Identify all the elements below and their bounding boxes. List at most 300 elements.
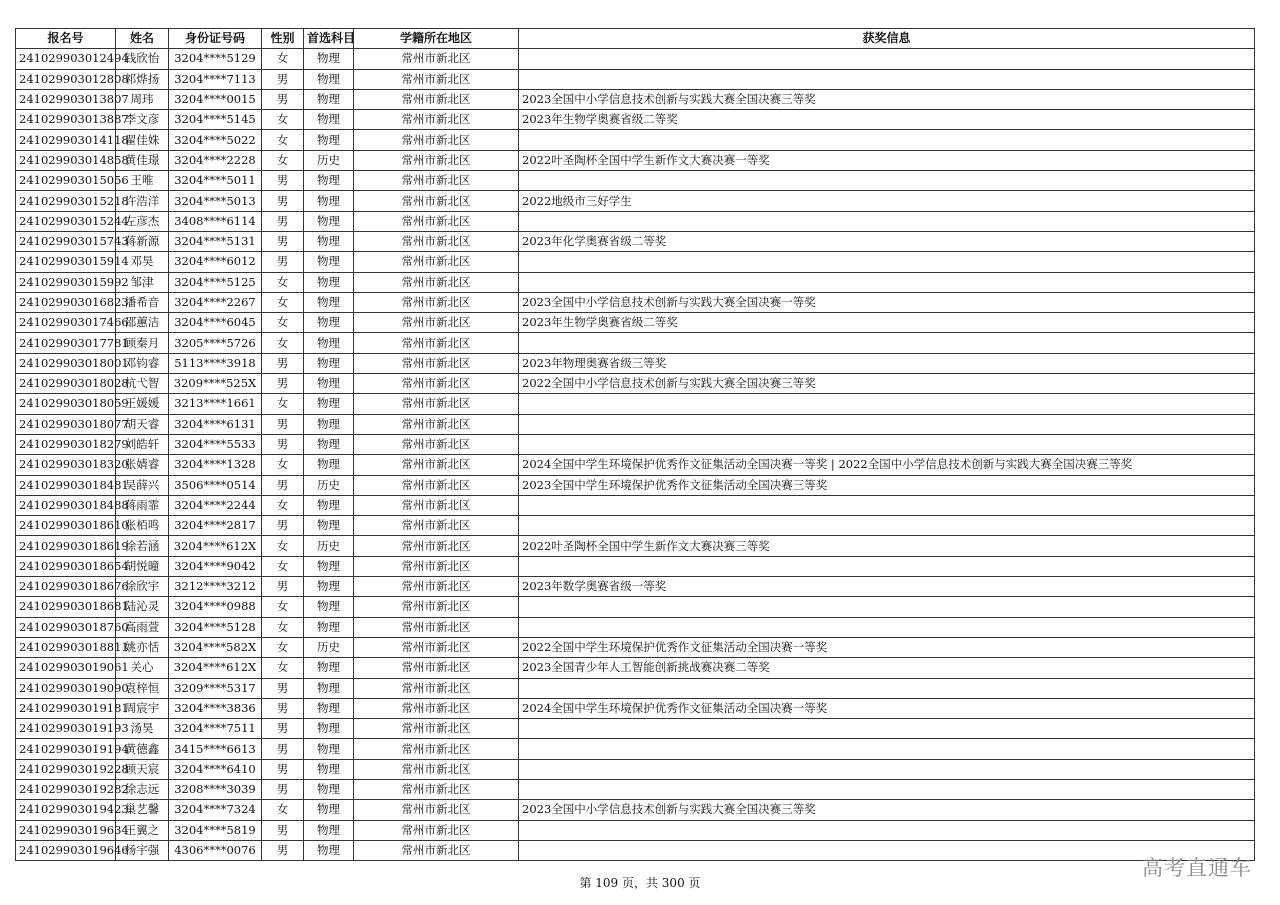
cell-region: 常州市新北区	[354, 191, 519, 211]
cell-subject: 物理	[304, 211, 354, 231]
cell-award: 2023全国中学生环境保护优秀作文征集活动全国决赛三等奖	[519, 475, 1255, 495]
cell-idcard: 3204****6410	[169, 759, 262, 779]
cell-id: 241029903018610	[16, 516, 116, 536]
cell-idcard: 3204****5011	[169, 171, 262, 191]
cell-gender: 男	[262, 779, 304, 799]
cell-gender: 男	[262, 840, 304, 860]
table-row	[16, 110, 1255, 130]
cell-name: 潘希音	[116, 292, 169, 312]
cell-subject: 物理	[304, 516, 354, 536]
cell-idcard: 3506****0514	[169, 475, 262, 495]
cell-gender: 女	[262, 292, 304, 312]
table-row	[16, 394, 1255, 414]
cell-region: 常州市新北区	[354, 637, 519, 657]
cell-name: 黄佳璟	[116, 150, 169, 170]
table-row	[16, 434, 1255, 454]
cell-idcard: 3204****5125	[169, 272, 262, 292]
cell-idcard: 3204****5128	[169, 617, 262, 637]
cell-id: 241029903018077	[16, 414, 116, 434]
cell-subject: 物理	[304, 333, 354, 353]
cell-id: 241029903019193	[16, 719, 116, 739]
cell-region: 常州市新北区	[354, 434, 519, 454]
cell-name: 高雨萱	[116, 617, 169, 637]
cell-id: 241029903015244	[16, 211, 116, 231]
table-row	[16, 840, 1255, 860]
cell-name: 袁梓恒	[116, 678, 169, 698]
cell-award	[519, 556, 1255, 576]
cell-id: 241029903019282	[16, 779, 116, 799]
cell-id: 241029903019646	[16, 840, 116, 860]
cell-gender: 女	[262, 110, 304, 130]
cell-idcard: 3205****5726	[169, 333, 262, 353]
cell-award	[519, 211, 1255, 231]
cell-idcard: 3204****2817	[169, 516, 262, 536]
table-row	[16, 617, 1255, 637]
cell-idcard: 3204****3836	[169, 698, 262, 718]
cell-award: 2024全国中学生环境保护优秀作文征集活动全国决赛一等奖	[519, 698, 1255, 718]
header-id: 报名号	[16, 29, 116, 49]
table-row	[16, 313, 1255, 333]
cell-region: 常州市新北区	[354, 658, 519, 678]
cell-award: 2023年生物学奥赛省级二等奖	[519, 313, 1255, 333]
cell-subject: 物理	[304, 495, 354, 515]
cell-award: 2022全国中小学信息技术创新与实践大赛全国决赛三等奖	[519, 374, 1255, 394]
cell-region: 常州市新北区	[354, 89, 519, 109]
table-row	[16, 353, 1255, 373]
cell-gender: 女	[262, 637, 304, 657]
header-award: 获奖信息	[519, 29, 1255, 49]
cell-gender: 女	[262, 272, 304, 292]
cell-subject: 物理	[304, 191, 354, 211]
cell-id: 241029903015743	[16, 231, 116, 251]
cell-id: 241029903018001	[16, 353, 116, 373]
cell-idcard: 3208****3039	[169, 779, 262, 799]
cell-name: 巢艺馨	[116, 800, 169, 820]
cell-id: 241029903019194	[16, 739, 116, 759]
cell-idcard: 3204****6131	[169, 414, 262, 434]
cell-name: 杭弋智	[116, 374, 169, 394]
cell-subject: 物理	[304, 374, 354, 394]
cell-gender: 男	[262, 414, 304, 434]
cell-subject: 物理	[304, 272, 354, 292]
cell-idcard: 3212****3212	[169, 577, 262, 597]
table-row	[16, 150, 1255, 170]
cell-gender: 男	[262, 171, 304, 191]
cell-id: 241029903015992	[16, 272, 116, 292]
table-row	[16, 414, 1255, 434]
table-row	[16, 171, 1255, 191]
cell-award	[519, 820, 1255, 840]
cell-idcard: 3204****5533	[169, 434, 262, 454]
cell-idcard: 3408****6114	[169, 211, 262, 231]
table-row	[16, 333, 1255, 353]
cell-name: 张婧睿	[116, 455, 169, 475]
cell-name: 张栢鸣	[116, 516, 169, 536]
cell-region: 常州市新北区	[354, 231, 519, 251]
cell-id: 241029903018320	[16, 455, 116, 475]
cell-subject: 历史	[304, 475, 354, 495]
header-gender: 性别	[262, 29, 304, 49]
cell-id: 241029903018654	[16, 556, 116, 576]
table-row	[16, 678, 1255, 698]
cell-id: 241029903018481	[16, 475, 116, 495]
cell-id: 241029903019228	[16, 759, 116, 779]
header-region: 学籍所在地区	[354, 29, 519, 49]
cell-subject: 物理	[304, 130, 354, 150]
cell-subject: 物理	[304, 678, 354, 698]
cell-region: 常州市新北区	[354, 475, 519, 495]
cell-award	[519, 272, 1255, 292]
cell-region: 常州市新北区	[354, 739, 519, 759]
cell-subject: 历史	[304, 637, 354, 657]
cell-gender: 男	[262, 577, 304, 597]
cell-gender: 男	[262, 191, 304, 211]
cell-region: 常州市新北区	[354, 536, 519, 556]
cell-gender: 女	[262, 394, 304, 414]
table-row	[16, 49, 1255, 69]
cell-id: 241029903018676	[16, 577, 116, 597]
header-subject: 首选科目	[304, 29, 354, 49]
cell-idcard: 3204****2267	[169, 292, 262, 312]
table-row	[16, 536, 1255, 556]
cell-idcard: 3204****582X	[169, 637, 262, 657]
cell-id: 241029903016823	[16, 292, 116, 312]
cell-name: 胡悦曈	[116, 556, 169, 576]
cell-name: 王媛媛	[116, 394, 169, 414]
cell-gender: 男	[262, 516, 304, 536]
cell-idcard: 3204****7324	[169, 800, 262, 820]
cell-subject: 物理	[304, 597, 354, 617]
cell-subject: 物理	[304, 577, 354, 597]
cell-subject: 物理	[304, 719, 354, 739]
cell-gender: 女	[262, 313, 304, 333]
cell-award	[519, 739, 1255, 759]
cell-gender: 男	[262, 719, 304, 739]
cell-award	[519, 252, 1255, 272]
cell-region: 常州市新北区	[354, 374, 519, 394]
cell-award: 2023年数学奥赛省级一等奖	[519, 577, 1255, 597]
cell-award: 2022叶圣陶杯全国中学生新作文大赛决赛一等奖	[519, 150, 1255, 170]
cell-region: 常州市新北区	[354, 779, 519, 799]
cell-region: 常州市新北区	[354, 414, 519, 434]
cell-region: 常州市新北区	[354, 313, 519, 333]
cell-subject: 物理	[304, 800, 354, 820]
cell-name: 周玮	[116, 89, 169, 109]
cell-id: 241029903019090	[16, 678, 116, 698]
cell-award	[519, 49, 1255, 69]
cell-gender: 男	[262, 698, 304, 718]
cell-name: 陆沁灵	[116, 597, 169, 617]
table-row	[16, 516, 1255, 536]
cell-gender: 男	[262, 739, 304, 759]
cell-award: 2023全国青少年人工智能创新挑战赛决赛二等奖	[519, 658, 1255, 678]
table-row	[16, 231, 1255, 251]
cell-gender: 女	[262, 495, 304, 515]
cell-gender: 男	[262, 374, 304, 394]
cell-gender: 女	[262, 49, 304, 69]
cell-award: 2023全国中小学信息技术创新与实践大赛全国决赛一等奖	[519, 292, 1255, 312]
cell-idcard: 3204****2228	[169, 150, 262, 170]
cell-subject: 物理	[304, 313, 354, 333]
cell-id: 241029903013887	[16, 110, 116, 130]
table-row	[16, 698, 1255, 718]
cell-id: 241029903017781	[16, 333, 116, 353]
cell-idcard: 3204****5145	[169, 110, 262, 130]
cell-subject: 物理	[304, 252, 354, 272]
cell-name: 祁烨扬	[116, 69, 169, 89]
cell-gender: 女	[262, 597, 304, 617]
cell-name: 邹津	[116, 272, 169, 292]
cell-name: 关心	[116, 658, 169, 678]
cell-idcard: 3204****6045	[169, 313, 262, 333]
cell-id: 241029903012808	[16, 69, 116, 89]
cell-subject: 物理	[304, 394, 354, 414]
cell-gender: 男	[262, 231, 304, 251]
cell-name: 徐欣宇	[116, 577, 169, 597]
table-row	[16, 800, 1255, 820]
cell-name: 刘皓轩	[116, 434, 169, 454]
cell-name: 邓钧睿	[116, 353, 169, 373]
cell-award	[519, 759, 1255, 779]
header-name: 姓名	[116, 29, 169, 49]
cell-award: 2022全国中学生环境保护优秀作文征集活动全国决赛一等奖	[519, 637, 1255, 657]
cell-gender: 女	[262, 617, 304, 637]
cell-idcard: 3204****9042	[169, 556, 262, 576]
table-row	[16, 69, 1255, 89]
page-number: 第 109 页，共 300 页	[579, 876, 701, 890]
cell-id: 241029903015914	[16, 252, 116, 272]
cell-gender: 男	[262, 759, 304, 779]
cell-award	[519, 678, 1255, 698]
cell-subject: 物理	[304, 556, 354, 576]
cell-name: 杨宇强	[116, 840, 169, 860]
cell-award	[519, 171, 1255, 191]
cell-gender: 女	[262, 658, 304, 678]
cell-id: 241029903018279	[16, 434, 116, 454]
cell-id: 241029903014858	[16, 150, 116, 170]
cell-gender: 男	[262, 353, 304, 373]
cell-name: 左彦杰	[116, 211, 169, 231]
cell-region: 常州市新北区	[354, 353, 519, 373]
cell-name: 李文彦	[116, 110, 169, 130]
cell-region: 常州市新北区	[354, 577, 519, 597]
cell-subject: 物理	[304, 110, 354, 130]
cell-idcard: 3415****6613	[169, 739, 262, 759]
table-row	[16, 252, 1255, 272]
cell-subject: 物理	[304, 414, 354, 434]
cell-name: 蒋新源	[116, 231, 169, 251]
cell-region: 常州市新北区	[354, 150, 519, 170]
cell-region: 常州市新北区	[354, 252, 519, 272]
cell-idcard: 3204****5013	[169, 191, 262, 211]
cell-gender: 女	[262, 536, 304, 556]
cell-subject: 物理	[304, 49, 354, 69]
cell-name: 邵蕙洁	[116, 313, 169, 333]
cell-award: 2022地级市三好学生	[519, 191, 1255, 211]
table-row	[16, 475, 1255, 495]
cell-name: 黄德鑫	[116, 739, 169, 759]
table-row	[16, 130, 1255, 150]
cell-subject: 物理	[304, 455, 354, 475]
cell-subject: 物理	[304, 840, 354, 860]
cell-id: 241029903018811	[16, 637, 116, 657]
cell-gender: 男	[262, 211, 304, 231]
cell-idcard: 3209****525X	[169, 374, 262, 394]
cell-id: 241029903019634	[16, 820, 116, 840]
cell-region: 常州市新北区	[354, 49, 519, 69]
table-row	[16, 292, 1255, 312]
table-row	[16, 89, 1255, 109]
cell-subject: 物理	[304, 353, 354, 373]
cell-subject: 物理	[304, 739, 354, 759]
cell-gender: 女	[262, 150, 304, 170]
cell-name: 许浩洋	[116, 191, 169, 211]
cell-gender: 男	[262, 475, 304, 495]
watermark: 高考直通车	[1142, 856, 1252, 880]
cell-id: 241029903018028	[16, 374, 116, 394]
cell-region: 常州市新北区	[354, 800, 519, 820]
cell-award: 2023全国中小学信息技术创新与实践大赛全国决赛三等奖	[519, 800, 1255, 820]
cell-idcard: 3204****2244	[169, 495, 262, 515]
cell-subject: 物理	[304, 617, 354, 637]
cell-gender: 女	[262, 455, 304, 475]
cell-idcard: 3204****0015	[169, 89, 262, 109]
cell-region: 常州市新北区	[354, 272, 519, 292]
cell-gender: 女	[262, 800, 304, 820]
cell-subject: 物理	[304, 89, 354, 109]
cell-gender: 女	[262, 333, 304, 353]
cell-region: 常州市新北区	[354, 840, 519, 860]
cell-region: 常州市新北区	[354, 719, 519, 739]
cell-name: 顾天宸	[116, 759, 169, 779]
cell-region: 常州市新北区	[354, 556, 519, 576]
cell-id: 241029903019423	[16, 800, 116, 820]
cell-award	[519, 414, 1255, 434]
table-row	[16, 719, 1255, 739]
cell-region: 常州市新北区	[354, 211, 519, 231]
cell-award	[519, 719, 1255, 739]
cell-award: 2023年生物学奥赛省级二等奖	[519, 110, 1255, 130]
cell-name: 徐志远	[116, 779, 169, 799]
cell-award	[519, 130, 1255, 150]
cell-idcard: 3213****1661	[169, 394, 262, 414]
cell-region: 常州市新北区	[354, 333, 519, 353]
cell-id: 241029903019061	[16, 658, 116, 678]
cell-idcard: 4306****0076	[169, 840, 262, 860]
cell-region: 常州市新北区	[354, 678, 519, 698]
cell-gender: 女	[262, 130, 304, 150]
cell-idcard: 5113****3918	[169, 353, 262, 373]
cell-subject: 物理	[304, 171, 354, 191]
cell-idcard: 3204****612X	[169, 536, 262, 556]
cell-idcard: 3204****1328	[169, 455, 262, 475]
cell-region: 常州市新北区	[354, 759, 519, 779]
cell-subject: 历史	[304, 536, 354, 556]
cell-award: 2023年化学奥赛省级二等奖	[519, 231, 1255, 251]
cell-region: 常州市新北区	[354, 495, 519, 515]
cell-idcard: 3204****7511	[169, 719, 262, 739]
cell-gender: 男	[262, 252, 304, 272]
cell-name: 王翼之	[116, 820, 169, 840]
cell-name: 汤昊	[116, 719, 169, 739]
cell-award	[519, 516, 1255, 536]
cell-award	[519, 779, 1255, 799]
cell-subject: 物理	[304, 820, 354, 840]
cell-gender: 男	[262, 820, 304, 840]
cell-id: 241029903012494	[16, 49, 116, 69]
table-row	[16, 820, 1255, 840]
cell-id: 241029903018059	[16, 394, 116, 414]
cell-idcard: 3204****5819	[169, 820, 262, 840]
cell-award	[519, 434, 1255, 454]
cell-award	[519, 495, 1255, 515]
cell-name: 胡天睿	[116, 414, 169, 434]
cell-name: 翟佳姝	[116, 130, 169, 150]
table-row	[16, 191, 1255, 211]
table-row	[16, 272, 1255, 292]
table-row	[16, 577, 1255, 597]
cell-region: 常州市新北区	[354, 110, 519, 130]
cell-region: 常州市新北区	[354, 171, 519, 191]
cell-award	[519, 333, 1255, 353]
cell-gender: 男	[262, 89, 304, 109]
cell-region: 常州市新北区	[354, 597, 519, 617]
cell-name: 王唯	[116, 171, 169, 191]
cell-name: 徐若涵	[116, 536, 169, 556]
cell-gender: 男	[262, 678, 304, 698]
table-row	[16, 597, 1255, 617]
cell-gender: 女	[262, 556, 304, 576]
table-row	[16, 495, 1255, 515]
cell-subject: 物理	[304, 434, 354, 454]
table-row	[16, 211, 1255, 231]
table-row	[16, 637, 1255, 657]
cell-region: 常州市新北区	[354, 516, 519, 536]
table-row	[16, 374, 1255, 394]
cell-id: 241029903019181	[16, 698, 116, 718]
cell-name: 邓昊	[116, 252, 169, 272]
cell-award	[519, 394, 1255, 414]
cell-id: 241029903013807	[16, 89, 116, 109]
cell-id: 241029903015056	[16, 171, 116, 191]
cell-region: 常州市新北区	[354, 617, 519, 637]
cell-award	[519, 69, 1255, 89]
cell-id: 241029903015218	[16, 191, 116, 211]
cell-region: 常州市新北区	[354, 130, 519, 150]
cell-region: 常州市新北区	[354, 455, 519, 475]
cell-idcard: 3204****6012	[169, 252, 262, 272]
cell-name: 吴薛兴	[116, 475, 169, 495]
cell-idcard: 3204****7113	[169, 69, 262, 89]
cell-name: 周宸宇	[116, 698, 169, 718]
table-header-row	[16, 29, 1255, 49]
cell-award: 2022叶圣陶杯全国中学生新作文大赛决赛三等奖	[519, 536, 1255, 556]
cell-region: 常州市新北区	[354, 292, 519, 312]
award-table	[15, 28, 1255, 861]
cell-subject: 物理	[304, 69, 354, 89]
cell-award: 2024全国中学生环境保护优秀作文征集活动全国决赛一等奖 | 2022全国中小学信息技术创新与实践大赛全国决赛三等奖	[519, 455, 1255, 475]
cell-subject: 物理	[304, 759, 354, 779]
table-row	[16, 658, 1255, 678]
cell-award	[519, 617, 1255, 637]
table-row	[16, 455, 1255, 475]
cell-region: 常州市新北区	[354, 698, 519, 718]
cell-idcard: 3204****0988	[169, 597, 262, 617]
table-row	[16, 759, 1255, 779]
cell-subject: 物理	[304, 698, 354, 718]
cell-region: 常州市新北区	[354, 820, 519, 840]
cell-idcard: 3204****5022	[169, 130, 262, 150]
